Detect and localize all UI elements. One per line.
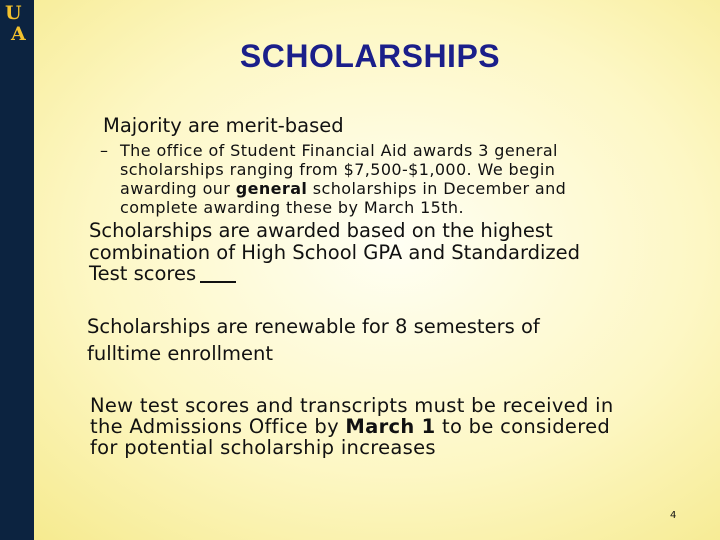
bold-general: general [235,179,308,198]
slide-title: SCHOLARSHIPS [239,38,501,74]
sub-bullet-dash: – [100,141,108,160]
bold-march-1: March 1 [345,415,436,438]
sidebar-band [0,0,34,540]
sub-bullet-financial-aid [120,141,566,217]
sub-line-2: scholarships ranging from $7,500-$1,000. We begin [120,160,556,179]
bullet-renewable: Scholarships are renewable for 8 semesters of fulltime enrollment [87,315,540,365]
bullet-gpa-test-scores: Scholarships are awarded based on the highest combination of High School GPA and Standardized Test scores [89,219,581,285]
sub-line-1: The office of Student Financial Aid awards 3 general [120,141,558,160]
sub-line-3: awarding our general scholarships in December and [120,179,567,198]
blank-line [200,263,236,283]
logo-letter-a: A [11,23,26,45]
bullet-new-test-scores: New test scores and transcripts must be received in the Admissions Office by March 1 to be considered for potential scholarship increases [90,394,614,459]
sub-line-4: complete awarding these by March 15th. [120,198,464,217]
bullet-merit-based: Majority are merit-based [103,114,344,137]
page-number: 4 [670,510,677,521]
logo-letter-u: U [5,2,22,24]
